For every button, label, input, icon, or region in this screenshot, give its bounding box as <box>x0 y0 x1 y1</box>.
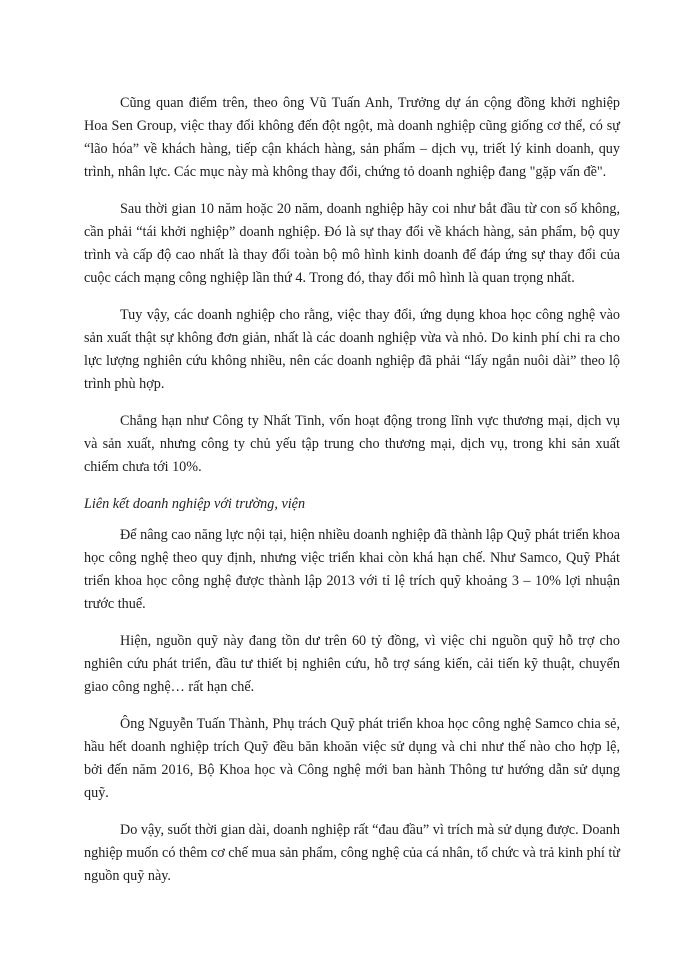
document-page <box>84 92 620 902</box>
paragraph-6: Hiện, nguồn quỹ này đang tồn dư trên 60 tỷ đồng, vì việc chi nguồn quỹ hỗ trợ cho nghiên cứu phát triển, đầu tư thiết bị nghiên cứu, hỗ trợ sáng kiến, cải tiến kỹ thuật, chuyển giao công nghệ… rất hạn chế. <box>84 633 620 695</box>
paragraph-7: Ông Nguyễn Tuấn Thành, Phụ trách Quỹ phát triển khoa học công nghệ Samco chia sẻ, hầu hết doanh nghiệp trích Quỹ đều băn khoăn việc sử dụng và chi như thế nào cho hợp lệ, bởi đến năm 2016, Bộ Khoa học và Công nghệ mới ban hành Thông tư hướng dẫn sử dụng quỹ. <box>84 716 620 801</box>
paragraph-5: Để nâng cao năng lực nội tại, hiện nhiều doanh nghiệp đã thành lập Quỹ phát triển khoa học công nghệ theo quy định, nhưng việc triển khai còn khá hạn chế. Như Samco, Quỹ Phát triển khoa học công nghệ được thành lập 2013 với tỉ lệ trích quỹ khoảng 3 – 10% lợi nhuận trước thuế. <box>84 527 620 612</box>
paragraph-1: Cũng quan điểm trên, theo ông Vũ Tuấn Anh, Trưởng dự án cộng đồng khởi nghiệp Hoa Sen Group, việc thay đổi không đến đột ngột, mà doanh nghiệp cũng giống cơ thể, có sự “lão hóa” về khách hàng, tiếp cận khách hàng, sản phẩm – dịch vụ, triết lý kinh doanh, quy trình, nhân lực. Các mục này mà không thay đổi, chứng tỏ doanh nghiệp đang "gặp vấn đề". <box>84 95 620 180</box>
paragraph-2: Sau thời gian 10 năm hoặc 20 năm, doanh nghiệp hãy coi như bắt đầu từ con số không, cần phải “tái khởi nghiệp” doanh nghiệp. Đó là sự thay đổi về khách hàng, sản phẩm, bộ quy trình và cấp độ cao nhất là thay đổi toàn bộ mô hình kinh doanh để đáp ứng sự thay đổi của cuộc cách mạng công nghiệp lần thứ 4. Trong đó, thay đổi mô hình là quan trọng nhất. <box>84 201 620 286</box>
paragraph-4: Chẳng hạn như Công ty Nhất Tinh, vốn hoạt động trong lĩnh vực thương mại, dịch vụ và sản xuất, nhưng công ty chủ yếu tập trung cho thương mại, dịch vụ, trong khi sản xuất chiếm chưa tới 10%. <box>84 413 620 475</box>
paragraph-8: Do vậy, suốt thời gian dài, doanh nghiệp rất “đau đầu” vì trích mà sử dụng được. Doanh nghiệp muốn có thêm cơ chế mua sản phẩm, công nghệ của cá nhân, tổ chức và trả kinh phí từ nguồn quỹ này. <box>84 822 620 884</box>
paragraph-3: Tuy vậy, các doanh nghiệp cho rằng, việc thay đổi, ứng dụng khoa học công nghệ vào sản xuất thật sự không đơn giản, nhất là các doanh nghiệp vừa và nhỏ. Do kinh phí chi ra cho lực lượng nghiên cứu không nhiều, nên các doanh nghiệp đã phải “lấy ngắn nuôi dài” theo lộ trình phù hợp. <box>84 307 620 392</box>
section-heading: Liên kết doanh nghiệp với trường, viện <box>84 496 306 512</box>
